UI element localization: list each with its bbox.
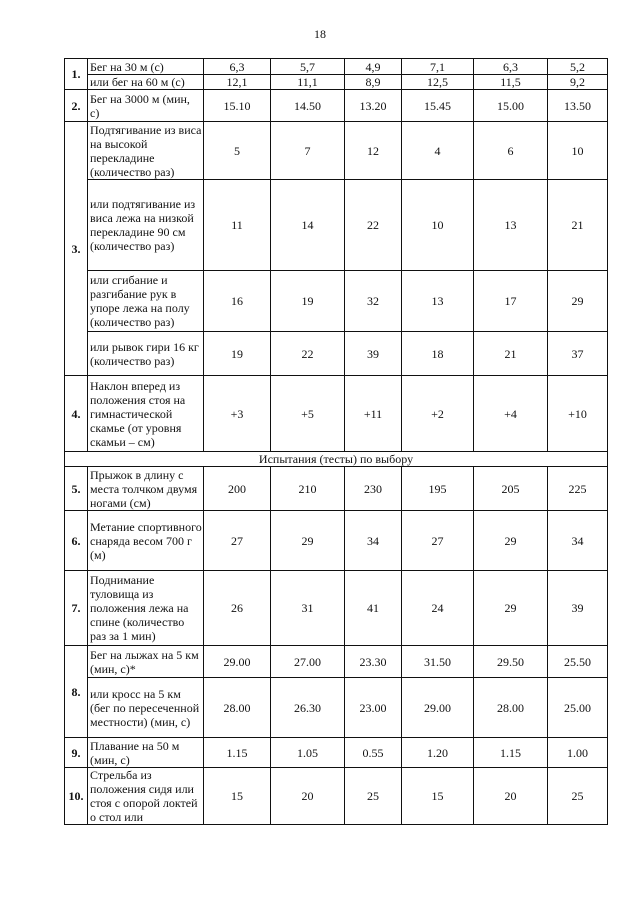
test-name-line: Бег на 30 м (с) xyxy=(90,59,164,74)
value-cell: 29 xyxy=(548,271,608,332)
value-cell: 41 xyxy=(345,571,402,646)
value-cell: 29.00 xyxy=(204,646,271,678)
row-number: 7. xyxy=(65,571,88,646)
value-cell: 22 xyxy=(345,180,402,271)
value-cell: 26 xyxy=(204,571,271,646)
value-cell: 23.30 xyxy=(345,646,402,678)
table-row xyxy=(65,678,608,738)
value-cell: 225 xyxy=(548,467,608,511)
value-cell: 15 xyxy=(204,768,271,825)
value-cell: +4 xyxy=(474,376,548,452)
value-cell: 6 xyxy=(474,122,548,180)
value-cell: 27 xyxy=(204,511,271,571)
value: 11,1 xyxy=(271,74,344,89)
value-cell: +11 xyxy=(345,376,402,452)
value-cell: 1.15 xyxy=(204,738,271,768)
row-number: 4. xyxy=(65,376,88,452)
test-name-line: или бег на 60 м (с) xyxy=(88,74,203,89)
value-cell xyxy=(402,59,474,90)
page-number: 18 xyxy=(314,27,326,41)
value-cell: 230 xyxy=(345,467,402,511)
value: 5,7 xyxy=(300,59,315,74)
value-cell: 12 xyxy=(345,122,402,180)
value-cell xyxy=(345,59,402,90)
value: 7,1 xyxy=(430,59,445,74)
value-cell: 13.20 xyxy=(345,90,402,122)
test-name: Наклон вперед из положения стоя на гимнастической скамье (от уровня скамьи – см) xyxy=(88,376,204,452)
value-cell: 31.50 xyxy=(402,646,474,678)
value: 9,2 xyxy=(548,74,607,89)
value: 8,9 xyxy=(345,74,401,89)
value-cell: 17 xyxy=(474,271,548,332)
value-cell: 200 xyxy=(204,467,271,511)
value-cell: 19 xyxy=(271,271,345,332)
value-cell: 7 xyxy=(271,122,345,180)
value-cell: 29 xyxy=(474,571,548,646)
table-row xyxy=(65,332,608,376)
value-cell: 32 xyxy=(345,271,402,332)
value-cell: 4 xyxy=(402,122,474,180)
table-row xyxy=(65,122,608,180)
test-name: Метание спортивного снаряда весом 700 г (м) xyxy=(88,511,204,571)
value-cell: 29.00 xyxy=(402,678,474,738)
value-cell: 14.50 xyxy=(271,90,345,122)
value-cell: 11 xyxy=(204,180,271,271)
value-cell xyxy=(474,59,548,90)
table-row xyxy=(65,768,608,825)
test-name: или сгибание и разгибание рук в упоре лежа на полу (количество раз) xyxy=(88,271,204,332)
test-name: Стрельба из положения сидя или стоя с опорой локтей о стол или xyxy=(88,768,204,825)
value-cell: 29.50 xyxy=(474,646,548,678)
value-cell: 27 xyxy=(402,511,474,571)
value-cell: 28.00 xyxy=(204,678,271,738)
section-row xyxy=(65,452,608,467)
value-cell: 195 xyxy=(402,467,474,511)
test-name: или рывок гири 16 кг (количество раз) xyxy=(88,332,204,376)
value-cell: 1.05 xyxy=(271,738,345,768)
test-name: Плавание на 50 м (мин, с) xyxy=(88,738,204,768)
value-cell: 28.00 xyxy=(474,678,548,738)
row-number: 6. xyxy=(65,511,88,571)
test-name: Бег на 3000 м (мин, с) xyxy=(88,90,204,122)
value-cell: 13 xyxy=(402,271,474,332)
value-cell: 34 xyxy=(548,511,608,571)
table-row xyxy=(65,571,608,646)
value-cell: 10 xyxy=(548,122,608,180)
table-row xyxy=(65,738,608,768)
value: 6,3 xyxy=(229,59,245,74)
value-cell: 29 xyxy=(271,511,345,571)
value-cell: 16 xyxy=(204,271,271,332)
test-name: Подтягивание из виса на высокой перекладине (количество раз) xyxy=(88,122,204,180)
value-cell: 22 xyxy=(271,332,345,376)
row-number: 9. xyxy=(65,738,88,768)
value-cell: 24 xyxy=(402,571,474,646)
table-row xyxy=(65,90,608,122)
value-cell: 19 xyxy=(204,332,271,376)
value-cell: 37 xyxy=(548,332,608,376)
value-cell: 1.00 xyxy=(548,738,608,768)
value-cell: 26.30 xyxy=(271,678,345,738)
value-cell: 21 xyxy=(474,332,548,376)
row-number: 10. xyxy=(65,768,88,825)
value: 12,1 xyxy=(204,74,270,89)
value-cell: 15 xyxy=(402,768,474,825)
value-cell: 39 xyxy=(548,571,608,646)
value-cell: 10 xyxy=(402,180,474,271)
table-row xyxy=(65,180,608,271)
value-cell: 31 xyxy=(271,571,345,646)
table-row xyxy=(65,271,608,332)
value-cell: 5 xyxy=(204,122,271,180)
test-name: Прыжок в длину с места толчком двумя ногами (см) xyxy=(88,467,204,511)
value-cell: 210 xyxy=(271,467,345,511)
row-number: 2. xyxy=(65,90,88,122)
row-number: 1. xyxy=(65,59,88,90)
test-name: или подтягивание из виса лежа на низкой перекладине 90 см (количество раз) xyxy=(88,180,204,271)
value-cell: 25.00 xyxy=(548,678,608,738)
value-cell: +2 xyxy=(402,376,474,452)
value-cell: 13.50 xyxy=(548,90,608,122)
value: 5,2 xyxy=(570,59,585,74)
row-number: 3. xyxy=(65,122,88,376)
test-name: Поднимание туловища из положения лежа на спине (количество раз за 1 мин) xyxy=(88,571,204,646)
section-title: Испытания (тесты) по выбору xyxy=(65,452,608,467)
value-cell: 205 xyxy=(474,467,548,511)
value-cell xyxy=(204,59,271,90)
row-number: 5. xyxy=(65,467,88,511)
value: 11,5 xyxy=(474,74,547,89)
value-cell: 25.50 xyxy=(548,646,608,678)
value-cell: 15.45 xyxy=(402,90,474,122)
value-cell: 23.00 xyxy=(345,678,402,738)
table-row xyxy=(65,467,608,511)
value-cell: 0.55 xyxy=(345,738,402,768)
value: 6,3 xyxy=(503,59,518,74)
value-cell: 14 xyxy=(271,180,345,271)
value: 4,9 xyxy=(365,59,381,74)
value: 12,5 xyxy=(402,74,473,89)
value-cell: 13 xyxy=(474,180,548,271)
row-number: 8. xyxy=(65,646,88,738)
standards-table xyxy=(64,58,608,825)
value-cell xyxy=(271,59,345,90)
value-cell: 25 xyxy=(345,768,402,825)
table-row xyxy=(65,59,608,90)
value-cell: 27.00 xyxy=(271,646,345,678)
value-cell: 39 xyxy=(345,332,402,376)
table-row xyxy=(65,376,608,452)
value-cell: 29 xyxy=(474,511,548,571)
value-cell: 15.10 xyxy=(204,90,271,122)
value-cell: 15.00 xyxy=(474,90,548,122)
test-name: или кросс на 5 км (бег по пересеченной местности) (мин, с) xyxy=(88,678,204,738)
value-cell: +5 xyxy=(271,376,345,452)
table-row xyxy=(65,646,608,678)
value-cell: 34 xyxy=(345,511,402,571)
value-cell: +10 xyxy=(548,376,608,452)
table-row xyxy=(65,511,608,571)
value-cell xyxy=(548,59,608,90)
value-cell: 1.20 xyxy=(402,738,474,768)
test-name xyxy=(88,59,204,90)
value-cell: 20 xyxy=(271,768,345,825)
value-cell: 25 xyxy=(548,768,608,825)
value-cell: 18 xyxy=(402,332,474,376)
value-cell: 20 xyxy=(474,768,548,825)
value-cell: 1.15 xyxy=(474,738,548,768)
test-name: Бег на лыжах на 5 км (мин, с)* xyxy=(88,646,204,678)
value-cell: +3 xyxy=(204,376,271,452)
value-cell: 21 xyxy=(548,180,608,271)
